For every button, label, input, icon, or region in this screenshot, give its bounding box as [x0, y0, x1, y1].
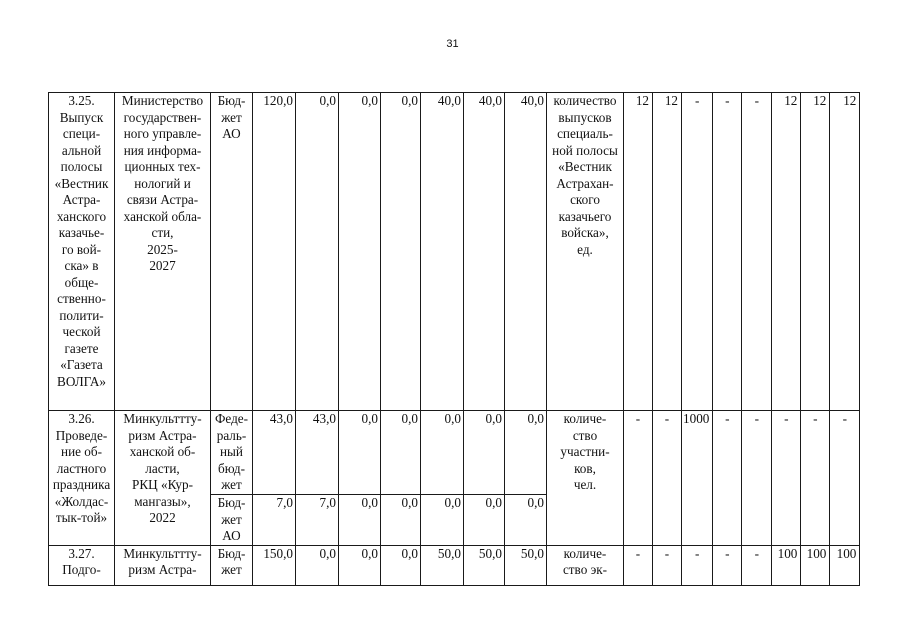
- amount-cell: 0,0: [339, 93, 381, 411]
- amount-cell: 0,0: [464, 411, 505, 495]
- executor-cell: Минкульттту- ризм Астра-: [115, 545, 211, 585]
- table-row: [49, 93, 860, 411]
- target-cell: -: [682, 93, 713, 411]
- indicator-cell: количество выпусков специаль- ной полосы «Вестник Астрахан- ского казачьего войска», ед.: [547, 93, 624, 411]
- target-cell: 100: [772, 545, 801, 585]
- amount-cell: 7,0: [253, 495, 296, 546]
- indicator-cell: количе- ство эк-: [547, 545, 624, 585]
- target-cell: -: [742, 545, 772, 585]
- target-cell: -: [713, 93, 742, 411]
- target-cell: 1000: [682, 411, 713, 546]
- target-cell: 100: [830, 545, 860, 585]
- amount-cell: 0,0: [339, 545, 381, 585]
- funding-source-cell: Бюд- жет АО: [211, 495, 253, 546]
- amount-cell: 40,0: [421, 93, 464, 411]
- target-cell: -: [624, 545, 653, 585]
- amount-cell: 0,0: [339, 411, 381, 495]
- amount-cell: 0,0: [505, 411, 547, 495]
- amount-cell: 0,0: [464, 495, 505, 546]
- amount-cell: 0,0: [296, 93, 339, 411]
- row-id-cell: 3.26. Проведе- ние об- ластного праздника «Жолдас- тык-той»: [49, 411, 115, 546]
- row-id-cell: 3.25. Выпуск специ- альной полосы «Вестник Астра- ханского казачье- го вой- ска» в обще- ственно- полити- ческой газете «Газета ВОЛГА»: [49, 93, 115, 411]
- target-cell: -: [653, 411, 682, 546]
- amount-cell: 7,0: [296, 495, 339, 546]
- amount-cell: 40,0: [505, 93, 547, 411]
- amount-cell: 50,0: [505, 545, 547, 585]
- executor-cell: Министерство государствен- ного управле- ния информа- ционных тех- нологий и связи Астра- ханской обла- сти, 2025- 2027: [115, 93, 211, 411]
- amount-cell: 0,0: [381, 93, 421, 411]
- target-cell: 12: [653, 93, 682, 411]
- target-cell: -: [801, 411, 830, 546]
- indicator-cell: количе- ство участни- ков, чел.: [547, 411, 624, 546]
- funding-source-cell: Феде- раль- ный бюд- жет: [211, 411, 253, 495]
- amount-cell: 0,0: [421, 495, 464, 546]
- target-cell: -: [682, 545, 713, 585]
- target-cell: -: [772, 411, 801, 546]
- target-cell: -: [742, 411, 772, 546]
- target-cell: 12: [624, 93, 653, 411]
- funding-source-cell: Бюд- жет АО: [211, 93, 253, 411]
- executor-cell: Минкульттту- ризм Астра- ханской об- ласти, РКЦ «Кур- мангазы», 2022: [115, 411, 211, 546]
- target-cell: 12: [772, 93, 801, 411]
- amount-cell: 50,0: [464, 545, 505, 585]
- amount-cell: 0,0: [505, 495, 547, 546]
- row-id-cell: 3.27. Подго-: [49, 545, 115, 585]
- amount-cell: 0,0: [381, 411, 421, 495]
- amount-cell: 43,0: [253, 411, 296, 495]
- target-cell: -: [830, 411, 860, 546]
- target-cell: -: [713, 545, 742, 585]
- amount-cell: 43,0: [296, 411, 339, 495]
- target-cell: -: [653, 545, 682, 585]
- target-cell: 12: [830, 93, 860, 411]
- target-cell: 12: [801, 93, 830, 411]
- funding-source-cell: Бюд- жет: [211, 545, 253, 585]
- target-cell: -: [624, 411, 653, 546]
- amount-cell: 40,0: [464, 93, 505, 411]
- amount-cell: 0,0: [421, 411, 464, 495]
- target-cell: -: [742, 93, 772, 411]
- table-row: [49, 545, 860, 585]
- amount-cell: 120,0: [253, 93, 296, 411]
- page-number: 31: [446, 38, 459, 50]
- amount-cell: 0,0: [381, 545, 421, 585]
- target-cell: -: [713, 411, 742, 546]
- amount-cell: 0,0: [381, 495, 421, 546]
- program-table: [48, 92, 860, 586]
- amount-cell: 150,0: [253, 545, 296, 585]
- table-row: [49, 411, 860, 495]
- amount-cell: 50,0: [421, 545, 464, 585]
- amount-cell: 0,0: [296, 545, 339, 585]
- target-cell: 100: [801, 545, 830, 585]
- amount-cell: 0,0: [339, 495, 381, 546]
